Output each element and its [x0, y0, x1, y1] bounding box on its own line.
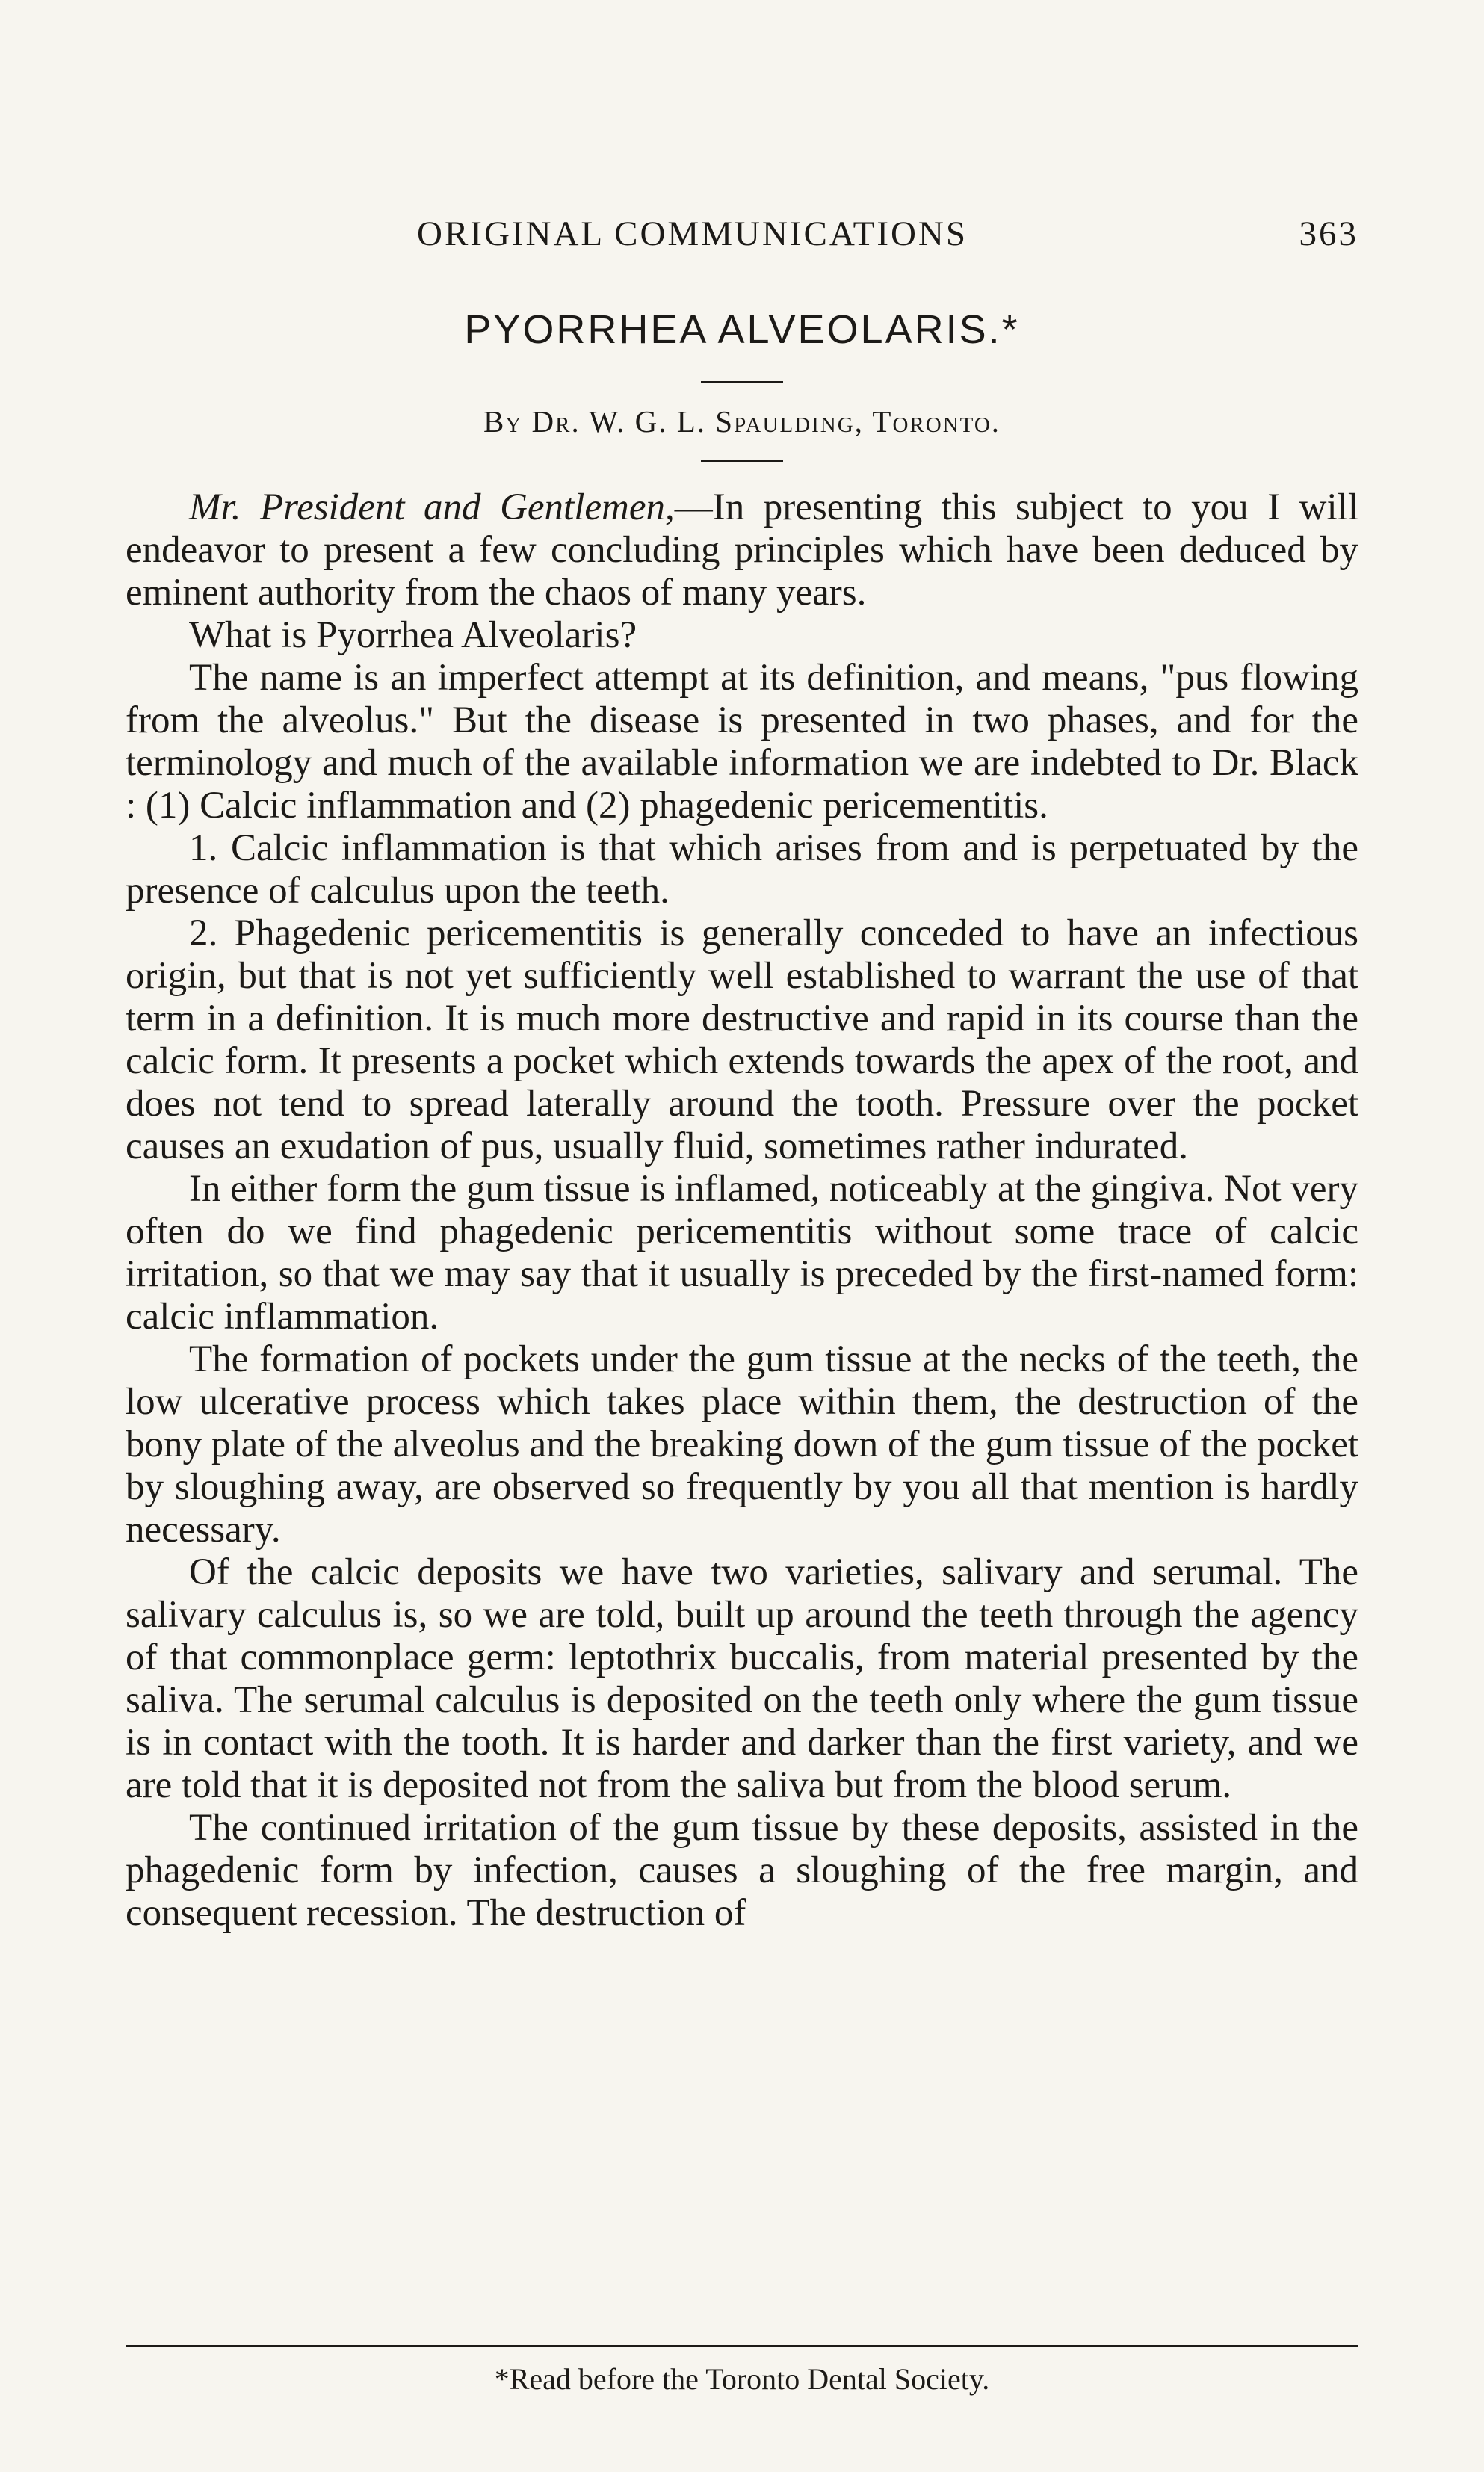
- footnote: *Read before the Toronto Dental Society.: [494, 2362, 990, 2396]
- title-divider: [701, 381, 783, 383]
- salutation: Mr. President and Gentlemen,: [189, 486, 675, 528]
- paragraph: What is Pyorrhea Alveolaris?: [189, 614, 637, 656]
- paragraph: [126, 486, 1358, 614]
- byline-divider: [701, 460, 783, 462]
- paragraph: In either form the gum tissue is inflamed, noticeably at the gingiva. Not very often do we find phagedenic pericementitis without some trace of calcic irritation, so that we may say that it usually is preceded by the first-named form: calcic inflammation.: [126, 1168, 1359, 1338]
- paragraph: The name is an imperfect attempt at its definition, and means, "pus flowing from the alveolus." But the disease is presented in two phases, and for the terminology and much of the available information we are indebted to Dr. Black : (1) Calcic inflammation and (2) phagedenic pericementitis.: [126, 657, 1358, 826]
- paragraph: 1. Calcic inflammation is that which arises from and is perpetuated by the presence of calculus upon the teeth.: [126, 827, 1358, 912]
- paragraph: The formation of pockets under the gum tissue at the necks of the teeth, the low ulcerative process which takes place within them, the destruction of the bony plate of the alveolus and the breaking down of the gum tissue of the pocket by sloughing away, are observed so frequently by you all that mention is hardly necessary.: [126, 1338, 1358, 1551]
- article-title: PYORRHEA ALVEOLARIS.*: [464, 307, 1020, 352]
- article-body: [126, 486, 1358, 1935]
- paragraph: Of the calcic deposits we have two varieties, salivary and serumal. The salivary calculus is, so we are told, built up around the teeth through the agency of that commonplace germ: leptothrix buccalis, from material presented by the saliva. The serumal calculus is deposited on the teeth only where the gum tissue is in contact with the tooth. It is harder and darker than the first variety, and we are told that it is deposited not from the saliva but from the blood serum.: [126, 1551, 1358, 1806]
- running-title: ORIGINAL COMMUNICATIONS: [417, 214, 968, 253]
- paragraph: The continued irritation of the gum tissue by these deposits, assisted in the phagedenic form by infection, causes a sloughing of the free margin, and consequent recession. The destruction of: [126, 1807, 1358, 1934]
- running-head: [126, 214, 1358, 259]
- paragraph-text: —In presenting this subject to you I will endeavor to present a few concluding principles which have been deduced by eminent authority from the chaos of many years.: [126, 486, 1359, 614]
- book-page: [126, 0, 1358, 2472]
- footnote-divider: [126, 2345, 1358, 2347]
- paragraph: 2. Phagedenic pericementitis is generally conceded to have an infectious origin, but that is not yet sufficiently well established to warrant the use of that term in a definition. It is much more destructive and rapid in its course than the calcic form. It presents a pocket which extends towards the apex of the root, and does not tend to spread laterally around the tooth. Pressure over the pocket causes an exudation of pus, usually fluid, sometimes rather indurated.: [126, 912, 1358, 1167]
- author-byline: By Dr. W. G. L. Spaulding, Toronto.: [483, 404, 1001, 439]
- page-number: 363: [1299, 214, 1358, 253]
